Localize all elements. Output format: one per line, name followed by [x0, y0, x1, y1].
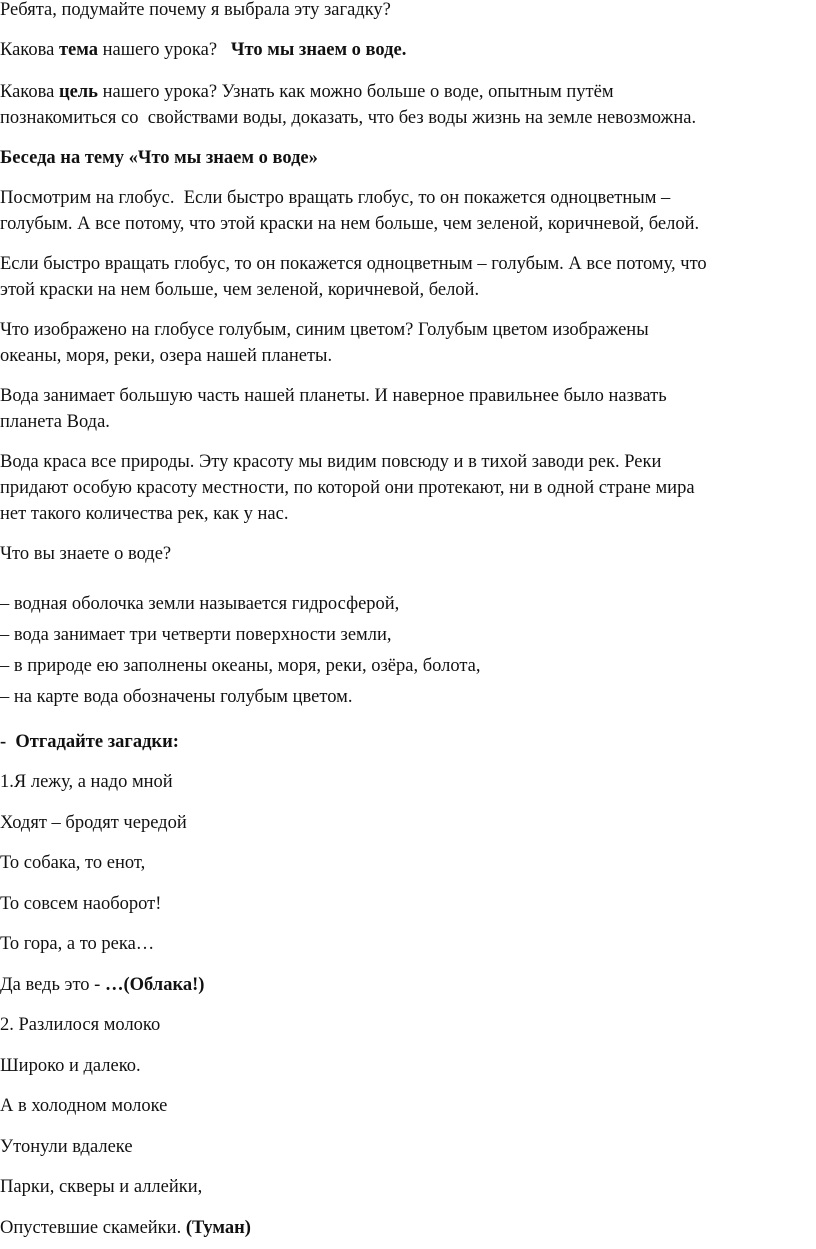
goal-paragraph — [0, 79, 816, 131]
goal-key: цель — [58, 82, 98, 102]
riddle-2-answer-prefix: Опустевшие скамейки. — [0, 1217, 186, 1238]
blue-line-2: океаны, моря, реки, озера нашей планеты. — [0, 346, 333, 366]
goal-line-2: познакомиться со свойствами воды, доказать, что без воды жизнь на земле невозможна. — [0, 108, 697, 128]
riddle-1-line: То гора, а то река… — [0, 934, 155, 954]
riddle-1-line: 1.Я лежу, а надо мной — [0, 772, 173, 792]
planet-line-1: Вода занимает большую часть нашей планеты. И наверное правильнее было назвать — [0, 386, 667, 406]
theme-middle: нашего урока? — [97, 40, 231, 60]
riddle-2-line: Утонули вдалеке — [0, 1136, 133, 1157]
planet-line-2: планета Вода. — [0, 412, 110, 432]
riddle-1-answer-line — [0, 972, 816, 998]
riddle-1-answer-prefix: Да ведь это - — [0, 974, 105, 995]
globe-1-line-2: голубым. А все потому, что этой краски на нем больше, чем зеленой, коричневой, белой. — [0, 214, 700, 234]
talk-heading: Беседа на тему «Что мы знаем о воде» — [0, 148, 318, 168]
facts-list — [0, 589, 816, 713]
riddle-2-line: 2. Разлилося молоко — [0, 1015, 161, 1035]
globe-2-line-1: Если быстро вращать глобус, то он покажется одноцветным – голубым. А все потому, что — [0, 254, 707, 274]
theme-answer: Что мы знаем о воде. — [230, 40, 407, 60]
globe-paragraph-1 — [0, 185, 816, 237]
beauty-line-1: Вода краса все природы. Эту красоту мы видим повсюду и в тихой заводи рек. Реки — [0, 452, 662, 472]
blue-paragraph — [0, 317, 816, 369]
goal-line-1 — [0, 79, 816, 105]
theme-key: тема — [58, 40, 98, 60]
globe-2-line-2: этой краски на нем больше, чем зеленой, коричневой, белой. — [0, 280, 480, 300]
riddle-2-line: А в холодном молоке — [0, 1096, 168, 1116]
question-line: Что вы знаете о воде? — [0, 544, 172, 564]
planet-paragraph — [0, 383, 816, 435]
beauty-line-3: нет такого количества рек, как у нас. — [0, 504, 289, 524]
riddle-1-answer: …(Облака!) — [104, 974, 205, 995]
beauty-paragraph — [0, 449, 816, 527]
riddle-1-line: Ходят – бродят чередой — [0, 812, 187, 833]
goal-prefix: Какова — [0, 82, 59, 102]
fact-item: – водная оболочка земли называется гидросферой, — [0, 594, 400, 614]
theme-line — [0, 37, 816, 63]
riddle-2-line: Широко и далеко. — [0, 1055, 141, 1076]
riddle-1-line: То совсем наоборот! — [0, 893, 162, 914]
fact-item: – вода занимает три четверти поверхности земли, — [0, 625, 392, 645]
blue-line-1: Что изображено на глобусе голубым, синим цветом? Голубым цветом изображены — [0, 320, 649, 340]
riddle-2 — [0, 1012, 816, 1241]
goal-line1-rest: нашего урока? Узнать как можно больше о воде, опытным путём — [97, 82, 614, 102]
riddle-1-line: То собака, то енот, — [0, 853, 146, 873]
riddle-2-answer: (Туман) — [185, 1217, 251, 1238]
riddle-1 — [0, 769, 816, 998]
intro-line: Ребята, подумайте почему я выбрала эту загадку? — [0, 0, 391, 20]
riddle-2-answer-line — [0, 1215, 816, 1241]
riddle-2-line: Парки, скверы и аллейки, — [0, 1177, 203, 1197]
globe-paragraph-2 — [0, 251, 816, 303]
beauty-line-2: придают особую красоту местности, по которой они протекают, ни в одной стране мира — [0, 478, 695, 498]
theme-prefix: Какова — [0, 40, 59, 60]
fact-item: – в природе ею заполнены океаны, моря, реки, озёра, болота, — [0, 656, 481, 676]
globe-1-line-1: Посмотрим на глобус. Если быстро вращать глобус, то он покажется одноцветным – — [0, 188, 671, 208]
riddles-heading: - Отгадайте загадки: — [0, 732, 179, 752]
fact-item: – на карте вода обозначены голубым цветом. — [0, 687, 353, 707]
